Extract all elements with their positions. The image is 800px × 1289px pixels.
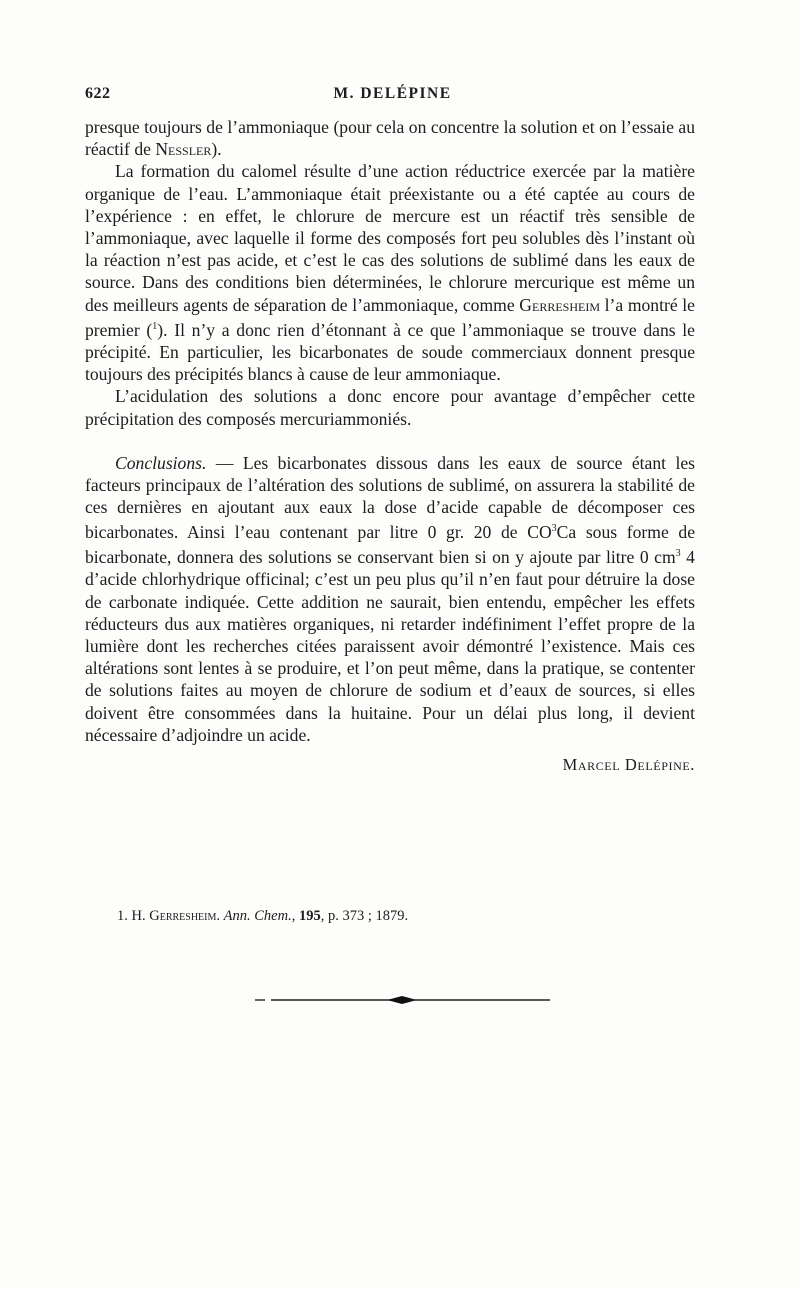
footnote: 1. H. Gerresheim. Ann. Chem., 195, p. 373 ; 1879.: [117, 908, 409, 924]
footnote-ref[interactable]: 1: [152, 320, 158, 332]
paragraph-1: presque toujours de l’ammoniaque (pour cela on concentre la solution et on l’essaie au réactif de Nessler).: [85, 117, 695, 160]
paragraph-2: La formation du calomel résulte d’une action réductrice exercée par la matière organique de l’eau. L’ammoniaque était préexistante ou a été captée au cours de l’expérience : en effet, le chlorure de mercure est un réactif très sensible de l’ammoniaque, avec laquelle il forme des composés fort peu solubles dès l’instant où la réaction n’est pas acide, et c’est le cas des solutions de sublimé dans les eaux de source. Dans des conditions bien déterminées, le chlorure mercurique est même un des meilleurs agents de séparation de l’ammoniaque, comme Gerresheim l’a montré le premier ($^1$). Il n’y a donc rien d’étonnant à ce que l’ammoniaque se trouve dans le précipité. En particulier, les bicarbonates de soude commerciaux donnent presque toujours des précipités blancs à cause de leur ammoniaque.: [85, 161, 695, 385]
author-name-nessler: Nessler: [155, 139, 212, 160]
page-header: [85, 85, 700, 109]
end-ornament-rule: [255, 990, 550, 1010]
paragraph-3: L’acidulation des solutions a donc encore pour avantage d’empêcher cette précipitation des composés mercuriammoniés.: [85, 386, 695, 429]
signature: Marcel Delépine.: [562, 755, 695, 775]
page-number: 622: [85, 85, 111, 102]
running-head: M. DELÉPINE: [333, 85, 452, 102]
body-text: [85, 116, 695, 776]
paragraph-conclusions: Conclusions. — Les bicarbonates dissous dans les eaux de source étant les facteurs principaux de l’altération des solutions de sublimé, on assurera la stabilité de ces dernières en ajoutant aux eaux la dose d’acide capable de décomposer ces bicarbonates. Ainsi l’eau contenant par litre 0 gr. 20 de $CO^3Ca$ sous forme de bicarbonate, donnera des solutions se conservant bien si on y ajoute par litre 0 $cm^3$ 4 d’acide chlorhydrique officinal; c’est un peu plus qu’il n’en faut pour détruire la dose de carbonate indiquée. Cette addition ne saurait, bien entendu, empêcher les effets réducteurs dus aux matières organiques, ni retarder indéfiniment l’effet propre de la lumière dont les recherches citées paraissent avoir démontré l’existence. Mais ces altérations sont lentes à se produire, et l’on peut même, dans la pratique, se contenter de solutions faites au moyen de chlorure de sodium et d’eaux de sources, si elles doivent être consommées dans la huitaine. Pour un délai plus long, il devient nécessaire d’adjoindre un acide.: [85, 452, 695, 745]
conclusions-label: Conclusions.: [115, 452, 207, 473]
author-name-gerresheim: Gerresheim: [519, 294, 600, 315]
